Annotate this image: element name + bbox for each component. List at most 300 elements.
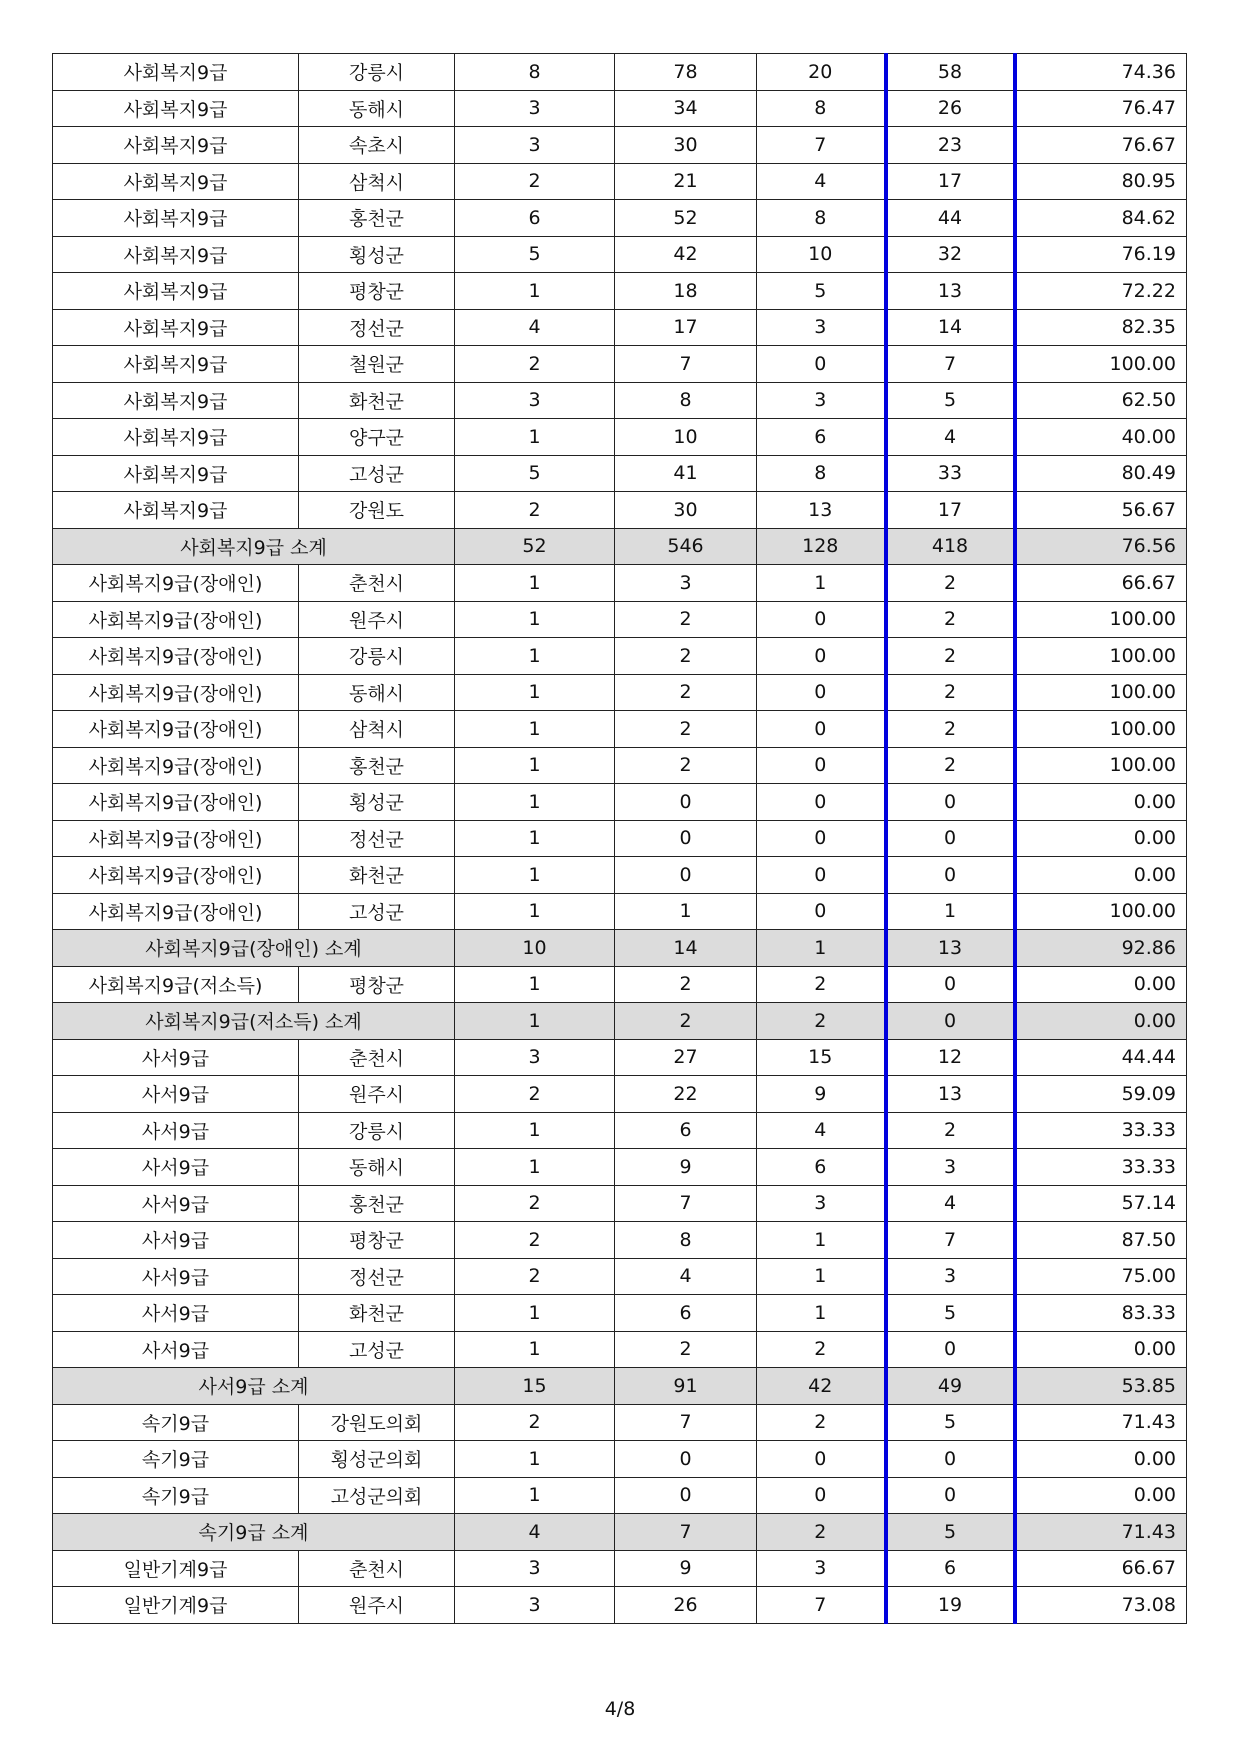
count3-cell: 0: [757, 638, 886, 675]
count1-cell: 3: [455, 90, 615, 127]
count3-cell: 7: [757, 127, 886, 164]
subtotal-row: [53, 528, 1187, 565]
count4-cell: 5: [886, 1295, 1015, 1332]
count3-cell: 2: [757, 1003, 886, 1040]
count3-cell: 7: [757, 1587, 886, 1624]
job-cell: 사회복지9급(저소득): [53, 966, 299, 1003]
count3-cell: 1: [757, 565, 886, 602]
rate-cell: 0.00: [1015, 1441, 1187, 1478]
subtotal-label-cell: 사회복지9급(장애인) 소계: [53, 930, 455, 967]
count2-cell: 2: [615, 638, 757, 675]
count3-cell: 1: [757, 930, 886, 967]
count2-cell: 22: [615, 1076, 757, 1113]
job-cell: 일반기계9급: [53, 1587, 299, 1624]
count4-cell: 17: [886, 163, 1015, 200]
table-row: [53, 893, 1187, 930]
count2-cell: 52: [615, 200, 757, 237]
count3-cell: 0: [757, 346, 886, 383]
count2-cell: 8: [615, 382, 757, 419]
count4-cell: 12: [886, 1039, 1015, 1076]
table-row: [53, 1331, 1187, 1368]
count4-cell: 49: [886, 1368, 1015, 1405]
job-cell: 사서9급: [53, 1112, 299, 1149]
count2-cell: 0: [615, 1441, 757, 1478]
rate-cell: 0.00: [1015, 966, 1187, 1003]
rate-cell: 92.86: [1015, 930, 1187, 967]
table-row: [53, 492, 1187, 529]
count3-cell: 3: [757, 1185, 886, 1222]
table-row: [53, 1076, 1187, 1113]
job-cell: 사회복지9급(장애인): [53, 747, 299, 784]
count4-cell: 0: [886, 1331, 1015, 1368]
count4-cell: 4: [886, 419, 1015, 456]
count2-cell: 2: [615, 747, 757, 784]
count1-cell: 5: [455, 236, 615, 273]
rate-cell: 59.09: [1015, 1076, 1187, 1113]
count3-cell: 128: [757, 528, 886, 565]
count2-cell: 0: [615, 820, 757, 857]
region-cell: 원주시: [299, 601, 455, 638]
count3-cell: 1: [757, 1258, 886, 1295]
count4-cell: 0: [886, 1477, 1015, 1514]
table-row: [53, 90, 1187, 127]
count3-cell: 15: [757, 1039, 886, 1076]
count2-cell: 2: [615, 1331, 757, 1368]
count1-cell: 1: [455, 711, 615, 748]
region-cell: 춘천시: [299, 1039, 455, 1076]
job-cell: 사회복지9급: [53, 419, 299, 456]
job-cell: 사서9급: [53, 1258, 299, 1295]
rate-cell: 0.00: [1015, 857, 1187, 894]
count1-cell: 1: [455, 1331, 615, 1368]
count4-cell: 0: [886, 820, 1015, 857]
count2-cell: 21: [615, 163, 757, 200]
count3-cell: 13: [757, 492, 886, 529]
count3-cell: 0: [757, 747, 886, 784]
page-number: 4/8: [604, 1698, 636, 1720]
region-cell: 횡성군: [299, 784, 455, 821]
job-cell: 사서9급: [53, 1295, 299, 1332]
count4-cell: 14: [886, 309, 1015, 346]
job-cell: 사회복지9급(장애인): [53, 857, 299, 894]
region-cell: 동해시: [299, 674, 455, 711]
count2-cell: 7: [615, 1404, 757, 1441]
job-cell: 사서9급: [53, 1331, 299, 1368]
count1-cell: 52: [455, 528, 615, 565]
job-cell: 사회복지9급: [53, 273, 299, 310]
count1-cell: 5: [455, 455, 615, 492]
count3-cell: 6: [757, 419, 886, 456]
job-cell: 사회복지9급: [53, 127, 299, 164]
count3-cell: 2: [757, 1331, 886, 1368]
count1-cell: 15: [455, 1368, 615, 1405]
job-cell: 사회복지9급: [53, 90, 299, 127]
rate-cell: 76.56: [1015, 528, 1187, 565]
count2-cell: 2: [615, 601, 757, 638]
region-cell: 삼척시: [299, 163, 455, 200]
count2-cell: 7: [615, 346, 757, 383]
table-row: [53, 1550, 1187, 1587]
count3-cell: 0: [757, 857, 886, 894]
count2-cell: 2: [615, 674, 757, 711]
count2-cell: 8: [615, 1222, 757, 1259]
subtotal-row: [53, 1514, 1187, 1551]
count3-cell: 20: [757, 54, 886, 91]
table-row: [53, 1441, 1187, 1478]
count4-cell: 2: [886, 1112, 1015, 1149]
table-row: [53, 127, 1187, 164]
table-row: [53, 419, 1187, 456]
region-cell: 고성군: [299, 893, 455, 930]
table-row: [53, 1222, 1187, 1259]
job-cell: 사서9급: [53, 1222, 299, 1259]
region-cell: 동해시: [299, 1149, 455, 1186]
job-cell: 사회복지9급(장애인): [53, 674, 299, 711]
rate-cell: 0.00: [1015, 784, 1187, 821]
rate-cell: 57.14: [1015, 1185, 1187, 1222]
region-cell: 홍천군: [299, 747, 455, 784]
count2-cell: 3: [615, 565, 757, 602]
count4-cell: 2: [886, 674, 1015, 711]
table-row: [53, 54, 1187, 91]
count1-cell: 1: [455, 419, 615, 456]
table-row: [53, 1258, 1187, 1295]
count4-cell: 0: [886, 1441, 1015, 1478]
count4-cell: 2: [886, 601, 1015, 638]
count2-cell: 6: [615, 1295, 757, 1332]
job-cell: 사회복지9급: [53, 54, 299, 91]
count1-cell: 8: [455, 54, 615, 91]
count1-cell: 4: [455, 1514, 615, 1551]
count3-cell: 1: [757, 1295, 886, 1332]
rate-cell: 84.62: [1015, 200, 1187, 237]
count3-cell: 0: [757, 711, 886, 748]
count2-cell: 2: [615, 711, 757, 748]
count3-cell: 6: [757, 1149, 886, 1186]
count1-cell: 1: [455, 820, 615, 857]
rate-cell: 100.00: [1015, 674, 1187, 711]
table-row: [53, 601, 1187, 638]
table-row: [53, 1185, 1187, 1222]
rate-cell: 40.00: [1015, 419, 1187, 456]
count4-cell: 418: [886, 528, 1015, 565]
job-cell: 속기9급: [53, 1441, 299, 1478]
rate-cell: 87.50: [1015, 1222, 1187, 1259]
subtotal-row: [53, 1368, 1187, 1405]
count1-cell: 6: [455, 200, 615, 237]
rate-cell: 56.67: [1015, 492, 1187, 529]
count4-cell: 2: [886, 747, 1015, 784]
region-cell: 동해시: [299, 90, 455, 127]
rate-cell: 62.50: [1015, 382, 1187, 419]
count4-cell: 26: [886, 90, 1015, 127]
rate-cell: 74.36: [1015, 54, 1187, 91]
table-row: [53, 747, 1187, 784]
region-cell: 원주시: [299, 1076, 455, 1113]
count3-cell: 2: [757, 966, 886, 1003]
region-cell: 강원도: [299, 492, 455, 529]
subtotal-label-cell: 사회복지9급 소계: [53, 528, 455, 565]
rate-cell: 53.85: [1015, 1368, 1187, 1405]
rate-cell: 80.49: [1015, 455, 1187, 492]
table-row: [53, 1477, 1187, 1514]
region-cell: 강릉시: [299, 1112, 455, 1149]
job-cell: 사회복지9급: [53, 200, 299, 237]
count2-cell: 2: [615, 966, 757, 1003]
table-row: [53, 382, 1187, 419]
subtotal-label-cell: 속기9급 소계: [53, 1514, 455, 1551]
count1-cell: 1: [455, 857, 615, 894]
region-cell: 평창군: [299, 966, 455, 1003]
table-row: [53, 674, 1187, 711]
count1-cell: 3: [455, 382, 615, 419]
rate-cell: 75.00: [1015, 1258, 1187, 1295]
rate-cell: 83.33: [1015, 1295, 1187, 1332]
count1-cell: 1: [455, 638, 615, 675]
job-cell: 사회복지9급: [53, 236, 299, 273]
count1-cell: 3: [455, 1550, 615, 1587]
table-row: [53, 455, 1187, 492]
job-cell: 사회복지9급(장애인): [53, 820, 299, 857]
count1-cell: 1: [455, 1477, 615, 1514]
count2-cell: 1: [615, 893, 757, 930]
count4-cell: 19: [886, 1587, 1015, 1624]
count4-cell: 3: [886, 1258, 1015, 1295]
rate-cell: 0.00: [1015, 1477, 1187, 1514]
table-row: [53, 236, 1187, 273]
job-cell: 사회복지9급(장애인): [53, 893, 299, 930]
count4-cell: 4: [886, 1185, 1015, 1222]
job-cell: 사회복지9급(장애인): [53, 784, 299, 821]
region-cell: 횡성군의회: [299, 1441, 455, 1478]
count4-cell: 0: [886, 857, 1015, 894]
region-cell: 고성군: [299, 455, 455, 492]
count4-cell: 7: [886, 346, 1015, 383]
table-row: [53, 309, 1187, 346]
region-cell: 강릉시: [299, 638, 455, 675]
count3-cell: 0: [757, 1477, 886, 1514]
count3-cell: 0: [757, 893, 886, 930]
table-row: [53, 273, 1187, 310]
rate-cell: 73.08: [1015, 1587, 1187, 1624]
region-cell: 강원도의회: [299, 1404, 455, 1441]
job-cell: 사회복지9급: [53, 492, 299, 529]
region-cell: 정선군: [299, 820, 455, 857]
count1-cell: 1: [455, 1003, 615, 1040]
table-row: [53, 346, 1187, 383]
count1-cell: 2: [455, 1258, 615, 1295]
data-table: [52, 53, 1187, 1624]
count3-cell: 0: [757, 820, 886, 857]
region-cell: 양구군: [299, 419, 455, 456]
job-cell: 사회복지9급: [53, 163, 299, 200]
region-cell: 철원군: [299, 346, 455, 383]
region-cell: 춘천시: [299, 1550, 455, 1587]
count3-cell: 3: [757, 309, 886, 346]
subtotal-row: [53, 1003, 1187, 1040]
count2-cell: 0: [615, 857, 757, 894]
count4-cell: 2: [886, 638, 1015, 675]
count4-cell: 3: [886, 1149, 1015, 1186]
count4-cell: 1: [886, 893, 1015, 930]
table-row: [53, 1039, 1187, 1076]
region-cell: 고성군: [299, 1331, 455, 1368]
count2-cell: 34: [615, 90, 757, 127]
rate-cell: 71.43: [1015, 1514, 1187, 1551]
rate-cell: 0.00: [1015, 1331, 1187, 1368]
count4-cell: 13: [886, 1076, 1015, 1113]
count3-cell: 2: [757, 1514, 886, 1551]
region-cell: 화천군: [299, 382, 455, 419]
count2-cell: 0: [615, 1477, 757, 1514]
count2-cell: 4: [615, 1258, 757, 1295]
count4-cell: 32: [886, 236, 1015, 273]
job-cell: 사회복지9급(장애인): [53, 711, 299, 748]
count3-cell: 0: [757, 601, 886, 638]
count3-cell: 4: [757, 1112, 886, 1149]
count2-cell: 41: [615, 455, 757, 492]
count4-cell: 5: [886, 1404, 1015, 1441]
count1-cell: 3: [455, 1039, 615, 1076]
count3-cell: 42: [757, 1368, 886, 1405]
count1-cell: 1: [455, 747, 615, 784]
table-row: [53, 163, 1187, 200]
rate-cell: 0.00: [1015, 1003, 1187, 1040]
table-row: [53, 857, 1187, 894]
rate-cell: 66.67: [1015, 565, 1187, 602]
table-row: [53, 1149, 1187, 1186]
count4-cell: 2: [886, 565, 1015, 602]
rate-cell: 71.43: [1015, 1404, 1187, 1441]
rate-cell: 100.00: [1015, 747, 1187, 784]
count1-cell: 3: [455, 1587, 615, 1624]
table-row: [53, 638, 1187, 675]
job-cell: 사회복지9급(장애인): [53, 638, 299, 675]
count1-cell: 3: [455, 127, 615, 164]
subtotal-label-cell: 사회복지9급(저소득) 소계: [53, 1003, 455, 1040]
table-row: [53, 1404, 1187, 1441]
job-cell: 일반기계9급: [53, 1550, 299, 1587]
region-cell: 홍천군: [299, 1185, 455, 1222]
region-cell: 고성군의회: [299, 1477, 455, 1514]
region-cell: 평창군: [299, 273, 455, 310]
job-cell: 사서9급: [53, 1076, 299, 1113]
count2-cell: 7: [615, 1514, 757, 1551]
count4-cell: 0: [886, 966, 1015, 1003]
region-cell: 화천군: [299, 857, 455, 894]
table-row: [53, 711, 1187, 748]
count2-cell: 18: [615, 273, 757, 310]
count2-cell: 7: [615, 1185, 757, 1222]
count1-cell: 1: [455, 1295, 615, 1332]
table-row: [53, 1295, 1187, 1332]
count1-cell: 1: [455, 784, 615, 821]
count3-cell: 0: [757, 1441, 886, 1478]
count1-cell: 1: [455, 601, 615, 638]
count4-cell: 2: [886, 711, 1015, 748]
count2-cell: 78: [615, 54, 757, 91]
count2-cell: 6: [615, 1112, 757, 1149]
region-cell: 정선군: [299, 1258, 455, 1295]
rate-cell: 72.22: [1015, 273, 1187, 310]
job-cell: 사회복지9급: [53, 382, 299, 419]
region-cell: 원주시: [299, 1587, 455, 1624]
count2-cell: 546: [615, 528, 757, 565]
job-cell: 사회복지9급(장애인): [53, 565, 299, 602]
table-body: [53, 54, 1187, 1624]
count1-cell: 2: [455, 163, 615, 200]
count1-cell: 2: [455, 346, 615, 383]
count3-cell: 8: [757, 90, 886, 127]
count4-cell: 33: [886, 455, 1015, 492]
count2-cell: 2: [615, 1003, 757, 1040]
count4-cell: 7: [886, 1222, 1015, 1259]
region-cell: 강릉시: [299, 54, 455, 91]
count1-cell: 1: [455, 1149, 615, 1186]
count3-cell: 10: [757, 236, 886, 273]
region-cell: 화천군: [299, 1295, 455, 1332]
subtotal-label-cell: 사서9급 소계: [53, 1368, 455, 1405]
count2-cell: 27: [615, 1039, 757, 1076]
table-row: [53, 200, 1187, 237]
job-cell: 사회복지9급: [53, 455, 299, 492]
rate-cell: 100.00: [1015, 346, 1187, 383]
table-row: [53, 1587, 1187, 1624]
count1-cell: 1: [455, 966, 615, 1003]
count4-cell: 23: [886, 127, 1015, 164]
job-cell: 사서9급: [53, 1185, 299, 1222]
count1-cell: 4: [455, 309, 615, 346]
table-row: [53, 820, 1187, 857]
region-cell: 속초시: [299, 127, 455, 164]
count3-cell: 2: [757, 1404, 886, 1441]
count2-cell: 0: [615, 784, 757, 821]
job-cell: 속기9급: [53, 1404, 299, 1441]
count3-cell: 3: [757, 1550, 886, 1587]
count1-cell: 1: [455, 893, 615, 930]
count2-cell: 10: [615, 419, 757, 456]
count2-cell: 26: [615, 1587, 757, 1624]
count1-cell: 1: [455, 1112, 615, 1149]
count2-cell: 30: [615, 127, 757, 164]
count4-cell: 6: [886, 1550, 1015, 1587]
count4-cell: 44: [886, 200, 1015, 237]
count3-cell: 1: [757, 1222, 886, 1259]
count2-cell: 17: [615, 309, 757, 346]
region-cell: 횡성군: [299, 236, 455, 273]
count2-cell: 91: [615, 1368, 757, 1405]
count1-cell: 2: [455, 1222, 615, 1259]
count1-cell: 2: [455, 1185, 615, 1222]
count1-cell: 1: [455, 273, 615, 310]
count4-cell: 5: [886, 1514, 1015, 1551]
job-cell: 사회복지9급: [53, 309, 299, 346]
rate-cell: 0.00: [1015, 820, 1187, 857]
region-cell: 정선군: [299, 309, 455, 346]
count4-cell: 17: [886, 492, 1015, 529]
count2-cell: 9: [615, 1550, 757, 1587]
count4-cell: 5: [886, 382, 1015, 419]
count1-cell: 10: [455, 930, 615, 967]
count3-cell: 5: [757, 273, 886, 310]
rate-cell: 80.95: [1015, 163, 1187, 200]
count3-cell: 4: [757, 163, 886, 200]
subtotal-row: [53, 930, 1187, 967]
count3-cell: 8: [757, 455, 886, 492]
rate-cell: 33.33: [1015, 1149, 1187, 1186]
count3-cell: 0: [757, 784, 886, 821]
count1-cell: 1: [455, 565, 615, 602]
